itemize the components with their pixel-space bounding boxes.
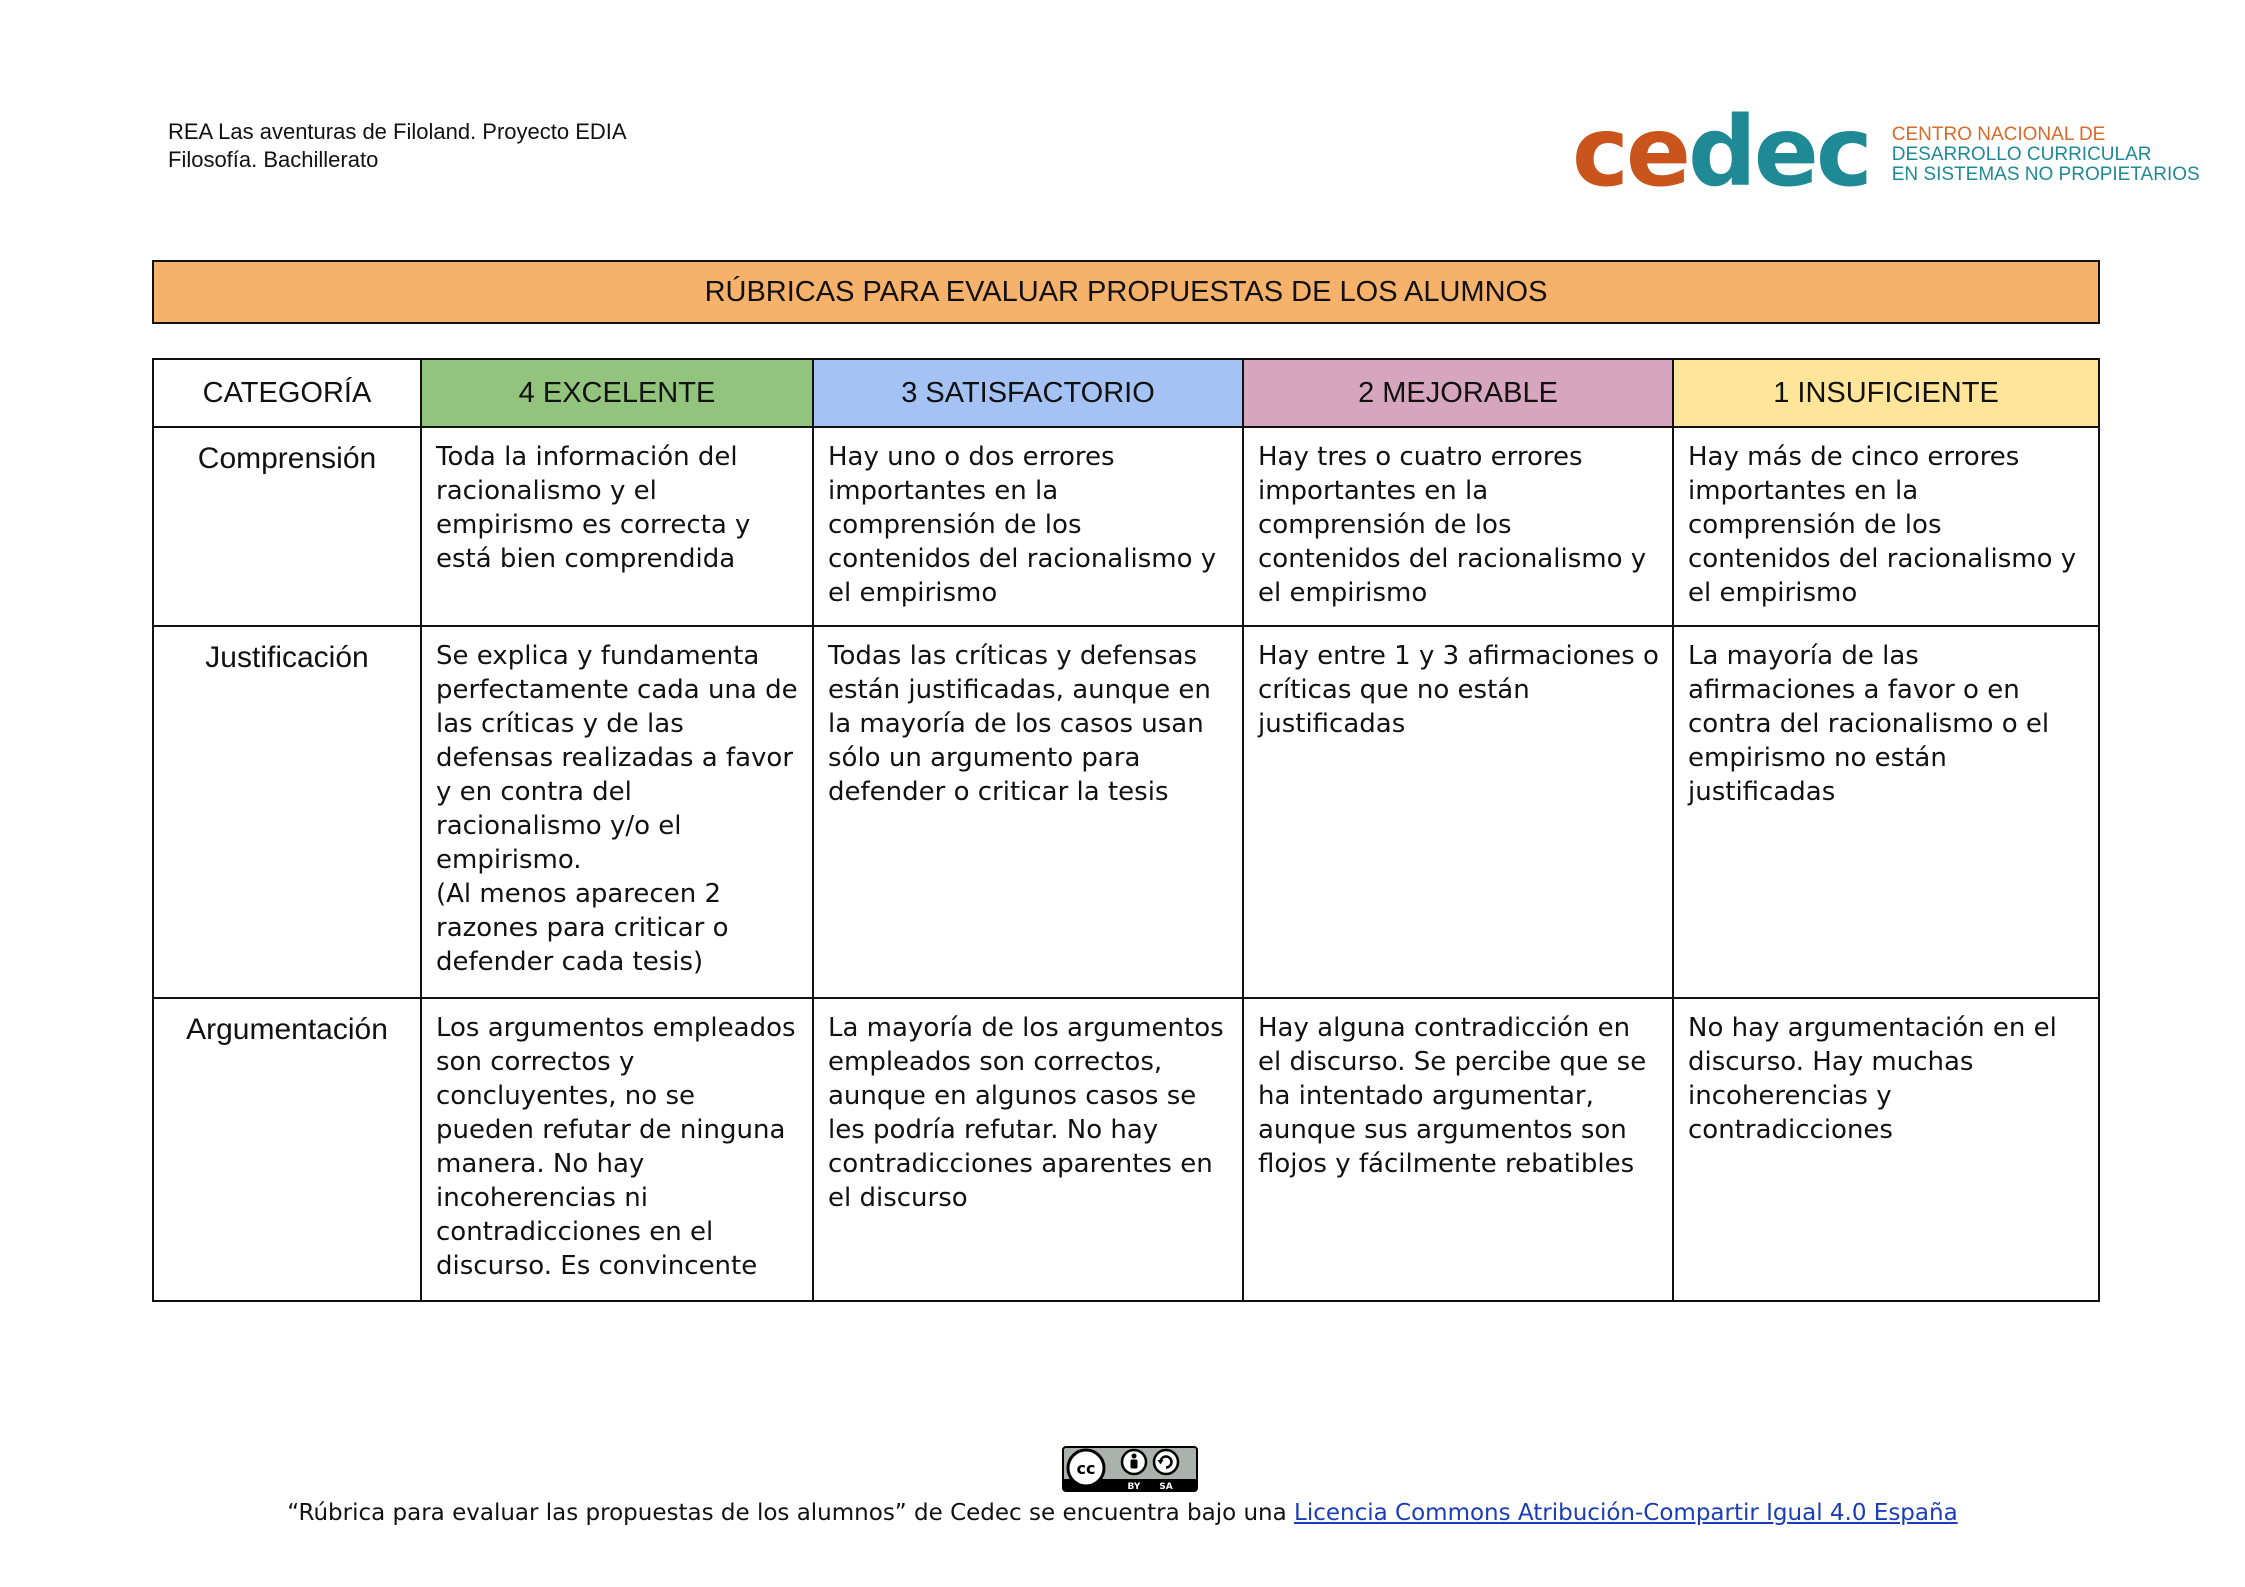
logo-letter: d: [1688, 96, 1754, 208]
rubric-title: RÚBRICAS PARA EVALUAR PROPUESTAS DE LOS ALUMNOS: [152, 260, 2100, 324]
cc-icon: [1068, 1450, 1104, 1486]
header-satisfactorio: 3 SATISFACTORIO: [813, 359, 1243, 427]
logo-tagline-line: EN SISTEMAS NO PROPIETARIOS: [1891, 164, 2200, 185]
license-footer: [0, 1500, 2245, 1526]
logo-letter: c: [1815, 96, 1870, 208]
table-row: [153, 998, 2099, 1301]
logo-tagline-line: CENTRO NACIONAL DE: [1891, 124, 2106, 145]
cedec-logo: [1572, 96, 2200, 208]
license-link[interactable]: Licencia Commons Atribución-Compartir Igual 4.0 España: [1294, 1500, 1958, 1526]
cedec-logo-wordmark: [1572, 96, 1870, 208]
by-label: BY: [1127, 1482, 1141, 1492]
share-alike-icon: [1154, 1450, 1178, 1474]
category-cell: Comprensión: [153, 427, 421, 626]
rubric-cell: Toda la información del racionalismo y el empirismo es correcta y está bien comprendida: [421, 427, 813, 626]
category-cell: Argumentación: [153, 998, 421, 1301]
header-categoria: CATEGORÍA: [153, 359, 421, 427]
header-project-line: REA Las aventuras de Filoland. Proyecto EDIA: [168, 119, 627, 144]
rubric-cell: La mayoría de los argumentos empleados son correctos, aunque en algunos casos se les podría refutar. No hay contradicciones aparentes en el discurso: [813, 998, 1243, 1301]
attribution-icon: [1122, 1450, 1146, 1474]
header-excelente: 4 EXCELENTE: [421, 359, 813, 427]
rubric-cell: Hay tres o cuatro errores importantes en la comprensión de los contenidos del racionalismo y el empirismo: [1243, 427, 1673, 626]
rubric-cell: Hay entre 1 y 3 afirmaciones o críticas que no están justificadas: [1243, 626, 1673, 998]
rubric-table: [152, 358, 2100, 1302]
header-insuficiente: 1 INSUFICIENTE: [1673, 359, 2099, 427]
rubric-cell: Hay uno o dos errores importantes en la comprensión de los contenidos del racionalismo y el empirismo: [813, 427, 1243, 626]
logo-letter: e: [1753, 96, 1816, 208]
rubric-cell: La mayoría de las afirmaciones a favor o en contra del racionalismo o el empirismo no están justificadas: [1673, 626, 2099, 998]
header-mejorable: 2 MEJORABLE: [1243, 359, 1673, 427]
category-cell: Justificación: [153, 626, 421, 998]
license-statement: “Rúbrica para evaluar las propuestas de los alumnos” de Cedec se encuentra bajo una: [287, 1500, 1295, 1526]
table-row: [153, 626, 2099, 998]
cedec-logo-tagline: [1892, 125, 2200, 185]
sa-label: SA: [1159, 1482, 1173, 1492]
logo-letter: c: [1572, 96, 1626, 208]
header-subject-line: Filosofía. Bachillerato: [168, 147, 379, 172]
rubric-cell: No hay argumentación en el discurso. Hay muchas incoherencias y contradicciones: [1673, 998, 2099, 1301]
rubric-cell: Hay más de cinco errores importantes en la comprensión de los contenidos del racionalismo y el empirismo: [1673, 427, 2099, 626]
cc-by-sa-badge[interactable]: [1062, 1446, 1198, 1492]
rubric-cell: Los argumentos empleados son correctos y concluyentes, no se pueden refutar de ninguna manera. No hay incoherencias ni contradicciones en el discurso. Es convincente: [421, 998, 813, 1301]
logo-letter: e: [1625, 96, 1689, 208]
document-header: [168, 118, 627, 174]
rubric-cell: Todas las críticas y defensas están justificadas, aunque en la mayoría de los casos usan sólo un argumento para defender o criticar la tesis: [813, 626, 1243, 998]
rubric-cell: Hay alguna contradicción en el discurso. Se percibe que se ha intentado argumentar, aunque sus argumentos son flojos y fácilmente rebatibles: [1243, 998, 1673, 1301]
svg-text:cc: cc: [1076, 1459, 1096, 1478]
rubric-cell: Se explica y fundamenta perfectamente cada una de las críticas y de las defensas realizadas a favor y en contra del racionalismo y/o el empirismo. (Al menos aparecen 2 razones para criticar o defender cada tesis): [421, 626, 813, 998]
logo-tagline-line: DESARROLLO CURRICULAR: [1891, 144, 2152, 165]
table-header-row: [153, 359, 2099, 427]
table-row: [153, 427, 2099, 626]
